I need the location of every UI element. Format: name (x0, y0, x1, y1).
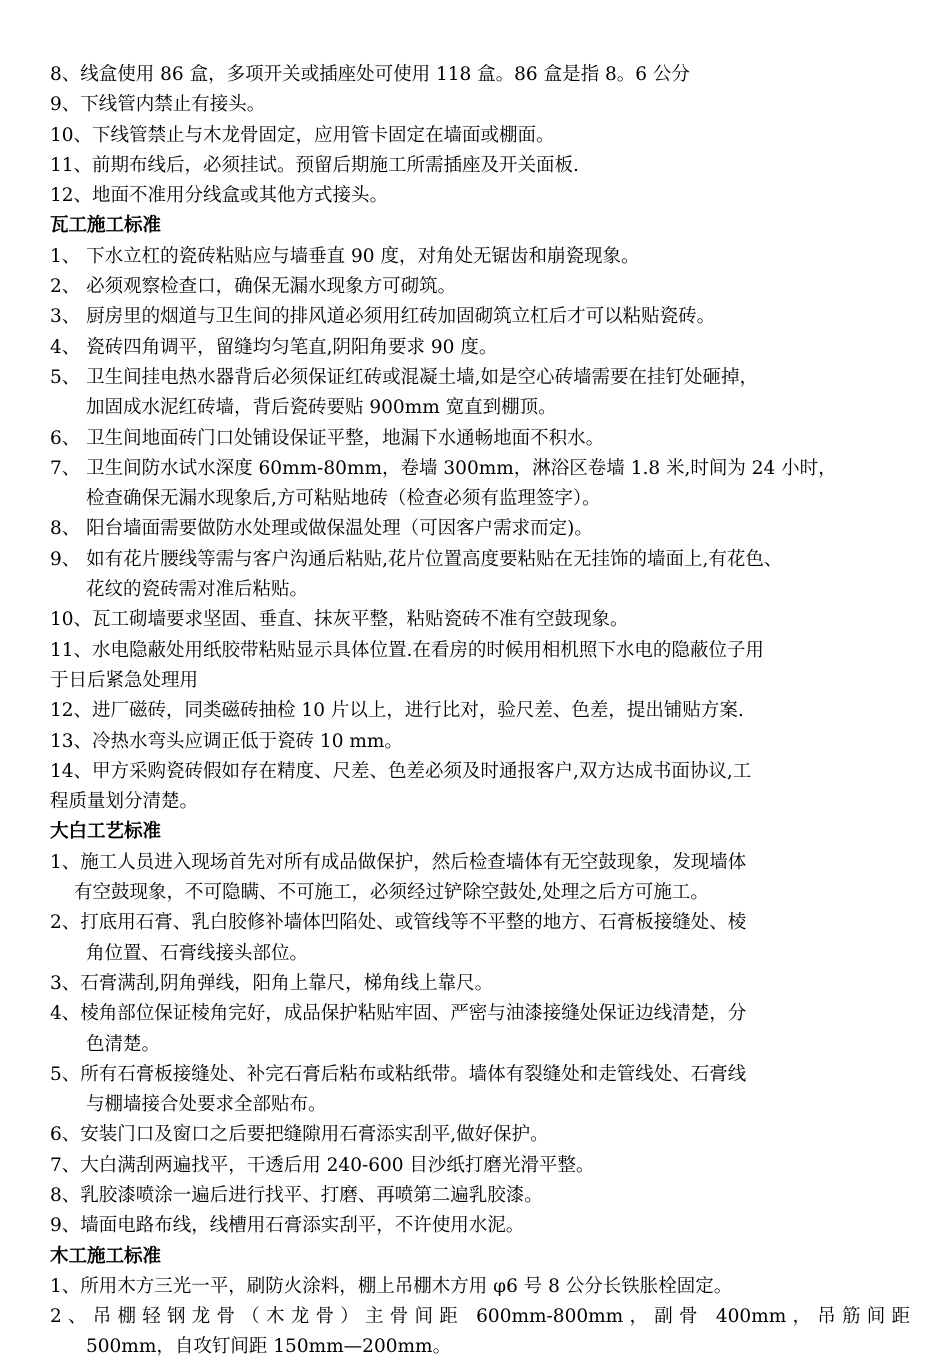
text-line: 2、打底用石膏、乳白胶修补墙体凹陷处、或管线等不平整的地方、石膏板接缝处、棱 (50, 912, 747, 934)
section-heading: 木工施工标准 (50, 1245, 162, 1267)
text-line: 9、墙面电路布线，线槽用石膏添实刮平，不许使用水泥。 (50, 1215, 525, 1237)
text-line: 加固成水泥红砖墙，背后瓷砖要贴 900mm 宽直到棚顶。 (86, 397, 557, 419)
text-line: 1、施工人员进入现场首先对所有成品做保护，然后检查墙体有无空鼓现象，发现墙体 (50, 851, 747, 873)
text-line: 7、大白满刮两遍找平，干透后用 240-600 目沙纸打磨光滑平整。 (50, 1154, 595, 1176)
text-line: 4、棱角部位保证棱角完好，成品保护粘贴牢固、严密与油漆接缝处保证边线清楚，分 (50, 1003, 747, 1025)
text-line: 5、 卫生间挂电热水器背后必须保证红砖或混凝土墙,如是空心砖墙需要在挂钉处砸掉， (50, 366, 759, 388)
text-line: 8、线盒使用 86 盒，多项开关或插座处可使用 118 盒。86 盒是指 8。6 公分 (50, 64, 690, 85)
text-line: 500mm，自攻钉间距 150mm—200mm。 (86, 1336, 452, 1358)
text-line: 与棚墙接合处要求全部贴布。 (86, 1094, 327, 1116)
text-line: 3、 厨房里的烟道与卫生间的排风道必须用红砖加固砌筑立杠后才可以粘贴瓷砖。 (50, 306, 716, 328)
text-line: 9、下线管内禁止有接头。 (50, 94, 266, 116)
text-line: 5、所有石膏板接缝处、补完石膏后粘布或粘纸带。墙体有裂缝处和走管线处、石膏线 (50, 1063, 747, 1085)
text-line: 检查确保无漏水现象后,方可粘贴地砖（检查必须有监理签字）。 (86, 488, 601, 510)
text-line: 3、石膏满刮,阴角弹线，阳角上靠尺，梯角线上靠尺。 (50, 972, 494, 994)
text-line: 10、瓦工砌墙要求坚固、垂直、抹灰平整，粘贴瓷砖不准有空鼓现象。 (50, 609, 629, 631)
text-line: 8、 阳台墙面需要做防水处理或做保温处理（可因客户需求而定)。 (50, 518, 593, 540)
text-line: 2、吊棚轻钢龙骨（木龙骨）主骨间距 600mm-800mm，副骨 400mm，吊筋间距 (50, 1306, 910, 1328)
section-heading: 大白工艺标准 (50, 821, 162, 843)
text-line: 4、 瓷砖四角调平，留缝均匀笔直,阴阳角要求 90 度。 (50, 336, 498, 358)
text-line: 色清楚。 (86, 1033, 161, 1055)
text-line: 11、前期布线后，必须挂试。预留后期施工所需插座及开关面板. (50, 154, 579, 176)
section-heading: 瓦工施工标准 (50, 215, 162, 237)
text-line: 花纹的瓷砖需对准后粘贴。 (86, 579, 309, 601)
text-line: 程质量划分清楚。 (50, 791, 199, 813)
text-line: 角位置、石膏线接头部位。 (86, 942, 309, 964)
text-line: 1、 下水立杠的瓷砖粘贴应与墙垂直 90 度，对角处无锯齿和崩瓷现象。 (50, 245, 640, 267)
document-body (50, 60, 910, 1363)
text-line: 10、下线管禁止与木龙骨固定，应用管卡固定在墙面或棚面。 (50, 124, 555, 146)
text-line: 6、 卫生间地面砖门口处铺设保证平整，地漏下水通畅地面不积水。 (50, 427, 605, 449)
text-line: 13、冷热水弯头应调正低于瓷砖 10 mm。 (50, 730, 403, 752)
text-line: 于日后紧急处理用 (50, 669, 199, 691)
text-line: 11、水电隐蔽处用纸胶带粘贴显示具体位置.在看房的时候用相机照下水电的隐蔽位子用 (50, 639, 764, 661)
text-line: 有空鼓现象，不可隐瞒、不可施工，必须经过铲除空鼓处,处理之后方可施工。 (74, 882, 709, 904)
text-line: 9、 如有花片腰线等需与客户沟通后粘贴,花片位置高度要粘贴在无挂饰的墙面上,有花色、 (50, 548, 783, 570)
text-line: 6、安装门口及窗口之后要把缝隙用石膏添实刮平,做好保护。 (50, 1124, 549, 1146)
text-line: 14、甲方采购瓷砖假如存在精度、尺差、色差必须及时通报客户,双方达成书面协议,工 (50, 760, 752, 782)
text-line: 7、 卫生间防水试水深度 60mm-80mm，卷墙 300mm，淋浴区卷墙 1.8 米,时间为 24 小时， (50, 457, 837, 479)
text-line: 12、地面不准用分线盒或其他方式接头。 (50, 185, 389, 207)
text-line: 12、进厂磁砖，同类磁砖抽检 10 片以上，进行比对，验尺差、色差，提出铺贴方案. (50, 700, 744, 722)
text-line: 8、乳胶漆喷涂一遍后进行找平、打磨、再喷第二遍乳胶漆。 (50, 1184, 543, 1206)
text-line: 1、所用木方三光一平，刷防火涂料，棚上吊棚木方用 φ6 号 8 公分长铁胀栓固定。 (50, 1275, 733, 1297)
text-line: 2、 必须观察检查口，确保无漏水现象方可砌筑。 (50, 276, 457, 298)
